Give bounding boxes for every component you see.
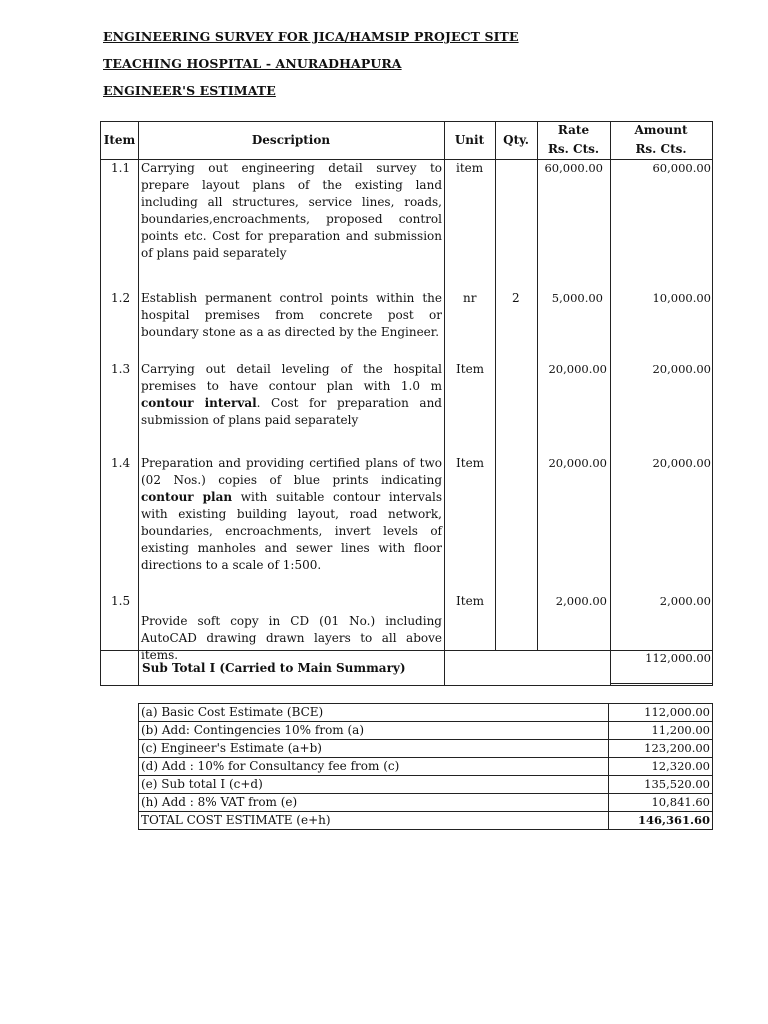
row-description: Carrying out detail leveling of the hospital premises to have contour plan with 1.0 m contour interval. Cost for preparation and submission of plans paid separately <box>141 362 442 427</box>
row-amount: 20,000.00 <box>652 362 711 376</box>
summary-value: 135,520.00 <box>609 776 713 794</box>
estimate-table <box>100 121 713 686</box>
col-header-rate-unit: Rs. Cts. <box>547 142 600 156</box>
summary-label: (d) Add : 10% for Consultancy fee from (c) <box>139 758 609 776</box>
row-description: Provide soft copy in CD (01 No.) including AutoCAD drawing drawn layers to all above items. <box>141 614 442 662</box>
summary-label: (b) Add: Contingencies 10% from (a) <box>139 722 609 740</box>
summary-value: 10,841.60 <box>609 794 713 812</box>
summary-value: 123,200.00 <box>609 740 713 758</box>
subtotal-amount: 112,000.00 <box>645 651 711 665</box>
summary-total-row <box>139 812 713 830</box>
summary-row <box>139 704 713 722</box>
summary-value: 112,000.00 <box>609 704 713 722</box>
row-amount: 20,000.00 <box>652 456 711 470</box>
row-item-number: 1.3 <box>111 362 131 376</box>
row-unit: item <box>456 161 484 175</box>
summary-row <box>139 722 713 740</box>
row-amount: 2,000.00 <box>659 594 711 608</box>
row-rate: 5,000.00 <box>551 291 603 305</box>
col-header-qty: Qty. <box>503 133 529 147</box>
col-header-rate: Rate <box>557 123 590 137</box>
row-item-number: 1.5 <box>111 594 131 608</box>
row-description: Carrying out engineering detail survey to prepare layout plans of the existing land including all structures, service lines, roads, boundaries,encroachments, proposed control points etc. Cost for preparation and submission of plans paid separately <box>141 161 442 260</box>
summary-row <box>139 740 713 758</box>
summary-label: (a) Basic Cost Estimate (BCE) <box>139 704 609 722</box>
document-subtitle: TEACHING HOSPITAL - ANURADHAPURA <box>103 56 402 71</box>
row-item-number: 1.1 <box>111 161 131 175</box>
row-unit: nr <box>463 291 477 305</box>
row-rate: 20,000.00 <box>548 362 607 376</box>
summary-value: 11,200.00 <box>609 722 713 740</box>
row-unit: Item <box>456 594 485 608</box>
row-qty: 2 <box>512 291 520 305</box>
col-header-amount: Amount <box>634 123 688 137</box>
summary-total-label: TOTAL COST ESTIMATE (e+h) <box>139 812 609 830</box>
row-rate: 20,000.00 <box>548 456 607 470</box>
row-item-number: 1.2 <box>111 291 131 305</box>
row-item-number: 1.4 <box>111 456 131 470</box>
summary-label: (c) Engineer's Estimate (a+b) <box>139 740 609 758</box>
summary-total-value: 146,361.60 <box>609 812 713 830</box>
summary-label: (e) Sub total I (c+d) <box>139 776 609 794</box>
summary-row <box>139 794 713 812</box>
row-unit: Item <box>456 456 485 470</box>
document-heading: ENGINEER'S ESTIMATE <box>103 83 276 98</box>
row-description: Preparation and providing certified plans of two (02 Nos.) copies of blue prints indicating contour plan with suitable contour intervals with existing building layout, road network, boundaries, encroachments, invert levels of existing manholes and sewer lines with floor directions to a scale of 1:500. <box>141 456 442 572</box>
row-unit: Item <box>456 362 485 376</box>
summary-row <box>139 758 713 776</box>
row-rate: 2,000.00 <box>555 594 607 608</box>
cost-summary-table <box>138 703 713 830</box>
summary-label: (h) Add : 8% VAT from (e) <box>139 794 609 812</box>
row-amount: 10,000.00 <box>652 291 711 305</box>
subtotal-label: Sub Total I (Carried to Main Summary) <box>142 661 406 675</box>
col-header-item: Item <box>103 133 136 147</box>
row-amount: 60,000.00 <box>652 161 711 175</box>
document-title: ENGINEERING SURVEY FOR JICA/HAMSIP PROJECT SITE <box>103 29 519 44</box>
col-header-unit: Unit <box>454 133 485 147</box>
col-header-description: Description <box>251 133 331 147</box>
row-rate: 60,000.00 <box>544 161 603 175</box>
summary-row <box>139 776 713 794</box>
col-header-amount-unit: Rs. Cts. <box>635 142 687 156</box>
summary-value: 12,320.00 <box>609 758 713 776</box>
row-description: Establish permanent control points within the hospital premises from concrete post or boundary stone as a as directed by the Engineer. <box>141 291 442 339</box>
